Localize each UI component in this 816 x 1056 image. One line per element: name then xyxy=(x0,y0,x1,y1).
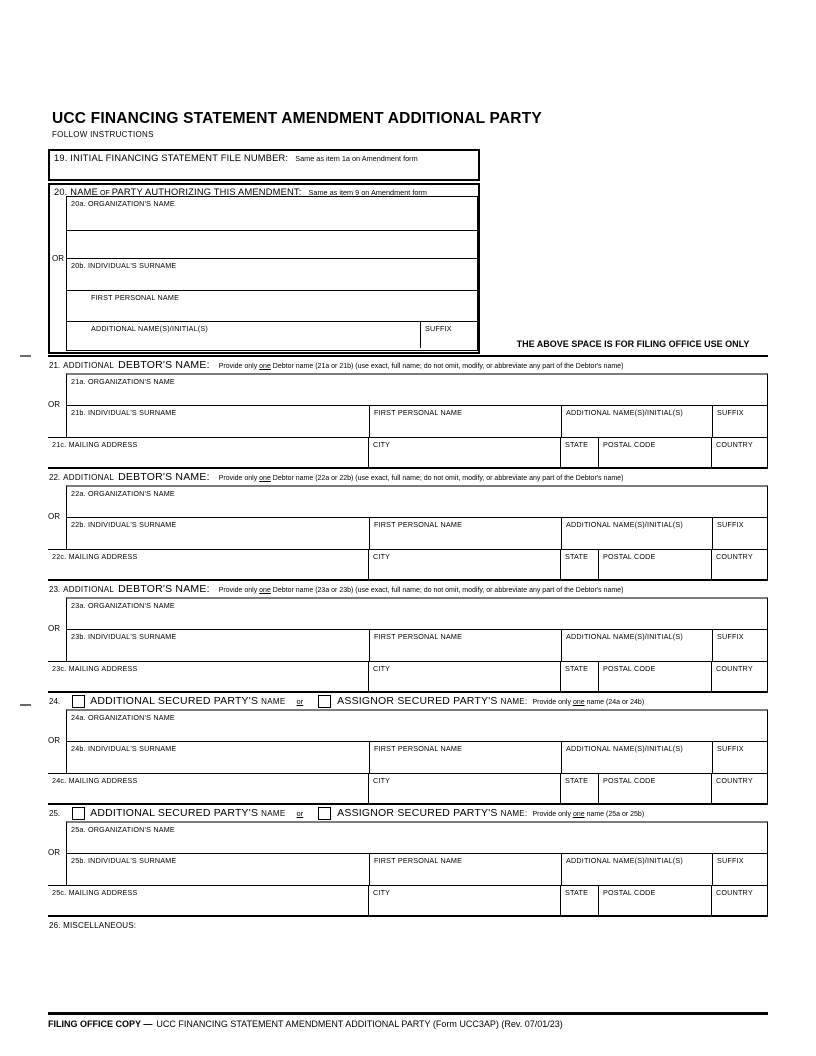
sec25-postal-code-label: POSTAL CODE xyxy=(603,888,656,897)
sec24-individual-surname-label: 24b. INDIVIDUAL'S SURNAME xyxy=(71,744,177,753)
sec23-city-field[interactable] xyxy=(368,662,560,693)
sec25-or-separator: or xyxy=(296,809,304,818)
sec21-suffix-field[interactable] xyxy=(712,406,767,437)
sec22-additional-names-field[interactable] xyxy=(561,518,712,549)
box20-hint: Same as item 9 on Amendment form xyxy=(308,188,427,197)
sec25-section-header xyxy=(49,807,644,821)
sec24-mailing-address-label: 24c. MAILING ADDRESS xyxy=(52,776,138,785)
sec23-organization-name-field[interactable] xyxy=(66,597,768,629)
box19-label-row xyxy=(54,153,418,163)
filing-office-use-note: THE ABOVE SPACE IS FOR FILING OFFICE USE ONLY xyxy=(516,339,750,349)
sec23-country-field[interactable] xyxy=(711,662,767,693)
sec25-mailing-address-field[interactable] xyxy=(48,886,368,917)
sec23-individual-surname-label: 23b. INDIVIDUAL'S SURNAME xyxy=(71,632,177,641)
sec25-additional-secured-party-name-label: NAME xyxy=(261,809,286,818)
sec21-first-personal-name-label: FIRST PERSONAL NAME xyxy=(374,408,463,417)
sec25-city-field[interactable] xyxy=(368,886,560,917)
sec22-first-personal-name-field[interactable] xyxy=(369,518,561,549)
sec25-suffix-label: SUFFIX xyxy=(717,856,744,865)
sec22-suffix-field[interactable] xyxy=(712,518,767,549)
box20-or-label: OR xyxy=(52,254,64,263)
sec24-suffix-field[interactable] xyxy=(712,742,767,773)
sec21-state-label: STATE xyxy=(565,440,589,449)
footer-rule xyxy=(48,1012,768,1015)
sec22-state-label: STATE xyxy=(565,552,589,561)
sec21-city-field[interactable] xyxy=(368,438,560,469)
sec21-section-number: 21. xyxy=(49,361,61,370)
sec21-mailing-address-label: 21c. MAILING ADDRESS xyxy=(52,440,138,449)
sec22-mailing-address-label: 22c. MAILING ADDRESS xyxy=(52,552,138,561)
sec25-suffix-field[interactable] xyxy=(712,854,767,885)
sec25-additional-secured-party-label: ADDITIONAL SECURED PARTY'S xyxy=(90,807,259,819)
additional-name-suffix-row xyxy=(67,322,477,348)
sec23-individual-name-row xyxy=(66,629,768,661)
sec25-or-label: OR xyxy=(48,848,60,858)
sec24-state-field[interactable] xyxy=(560,774,598,805)
sec24-country-field[interactable] xyxy=(711,774,767,805)
sec25-mailing-address-row xyxy=(48,885,768,917)
sec25-section-number: 25. xyxy=(49,809,61,818)
sec25-state-field[interactable] xyxy=(560,886,598,917)
sec22-first-personal-name-label: FIRST PERSONAL NAME xyxy=(374,520,463,529)
sec21-individual-surname-label: 21b. INDIVIDUAL'S SURNAME xyxy=(71,408,177,417)
sec22-section-title-large: DEBTOR'S NAME: xyxy=(118,471,210,483)
sec24-mailing-address-row xyxy=(48,773,768,805)
sec21-first-personal-name-field[interactable] xyxy=(369,406,561,437)
sec25-additional-names-field[interactable] xyxy=(561,854,712,885)
registration-mark-top xyxy=(20,355,31,357)
sec21-organization-name-label: 21a. ORGANIZATION'S NAME xyxy=(71,377,175,386)
sec21-individual-name-row xyxy=(66,405,768,437)
sec21-additional-names-label: ADDITIONAL NAME(S)/INITIAL(S) xyxy=(566,408,683,417)
footer xyxy=(48,1019,563,1029)
sec23-section-number: 23. xyxy=(49,585,61,594)
sec24-or-separator: or xyxy=(296,697,304,706)
sec21-mailing-address-row xyxy=(48,437,768,469)
sec25-assignor-secured-party-checkbox[interactable] xyxy=(318,807,331,820)
sec24-additional-secured-party-label: ADDITIONAL SECURED PARTY'S xyxy=(90,695,259,707)
follow-instructions-label: FOLLOW INSTRUCTIONS xyxy=(52,130,154,139)
sec21-individual-surname-field[interactable] xyxy=(67,406,369,437)
individual-surname-field[interactable] xyxy=(67,259,477,291)
sec24-postal-code-field[interactable] xyxy=(598,774,711,805)
sec22-section-number: 22. xyxy=(49,473,61,482)
suffix-label: SUFFIX xyxy=(425,324,452,333)
sec24-additional-secured-party-name-label: NAME xyxy=(261,697,286,706)
sec22-section-instruction: Provide only one Debtor name (22a or 22b) (use exact, full name; do not omit, modify, or abbreviate any part of the Debtor's name) xyxy=(218,475,624,482)
sec23-section-title-large: DEBTOR'S NAME: xyxy=(118,583,210,595)
sec25-first-personal-name-field[interactable] xyxy=(369,854,561,885)
sec25-assignor-secured-party-name-label: NAME: xyxy=(500,809,528,818)
sec25-city-label: CITY xyxy=(373,888,391,897)
sec24-postal-code-label: POSTAL CODE xyxy=(603,776,656,785)
sec24-individual-surname-field[interactable] xyxy=(67,742,369,773)
sec24-additional-names-label: ADDITIONAL NAME(S)/INITIAL(S) xyxy=(566,744,683,753)
sec25-country-field[interactable] xyxy=(711,886,767,917)
individual-surname-label: 20b. INDIVIDUAL'S SURNAME xyxy=(71,261,177,270)
sec25-section-instruction: Provide only one name (25a or 25b) xyxy=(532,811,645,818)
additional-names-field[interactable] xyxy=(67,322,420,348)
sec25-assignor-secured-party-label: ASSIGNOR SECURED PARTY'S xyxy=(337,807,498,819)
sec21-mailing-address-field[interactable] xyxy=(48,438,368,469)
sec23-mailing-address-label: 23c. MAILING ADDRESS xyxy=(52,664,138,673)
sec22-section-header xyxy=(49,471,623,485)
sec24-assignor-secured-party-label: ASSIGNOR SECURED PARTY'S xyxy=(337,695,498,707)
sec24-assignor-secured-party-name-label: NAME: xyxy=(500,697,528,706)
party-authorizing-amendment-box xyxy=(48,183,480,354)
sec21-suffix-label: SUFFIX xyxy=(717,408,744,417)
sec23-first-personal-name-label: FIRST PERSONAL NAME xyxy=(374,632,463,641)
first-personal-name-label: FIRST PERSONAL NAME xyxy=(91,293,180,302)
sec21-section-header xyxy=(49,359,623,373)
sec22-organization-name-label: 22a. ORGANIZATION'S NAME xyxy=(71,489,175,498)
sec22-postal-code-label: POSTAL CODE xyxy=(603,552,656,561)
sec24-suffix-label: SUFFIX xyxy=(717,744,744,753)
box19-hint: Same as item 1a on Amendment form xyxy=(295,154,418,163)
sec24-city-field[interactable] xyxy=(368,774,560,805)
sec21-additional-names-field[interactable] xyxy=(561,406,712,437)
sec25-individual-surname-label: 25b. INDIVIDUAL'S SURNAME xyxy=(71,856,177,865)
sec25-additional-names-label: ADDITIONAL NAME(S)/INITIAL(S) xyxy=(566,856,683,865)
sec23-country-label: COUNTRY xyxy=(716,664,753,673)
sec25-state-label: STATE xyxy=(565,888,589,897)
sec25-additional-secured-party-checkbox[interactable] xyxy=(72,807,85,820)
sec24-section-instruction: Provide only one name (24a or 24b) xyxy=(532,699,645,706)
sec23-state-field[interactable] xyxy=(560,662,598,693)
sec21 xyxy=(48,355,768,467)
sec22-mailing-address-row xyxy=(48,549,768,581)
sec24-section-header xyxy=(49,695,644,709)
sec23-suffix-label: SUFFIX xyxy=(717,632,744,641)
sec22-individual-name-row xyxy=(66,517,768,549)
sec23-postal-code-label: POSTAL CODE xyxy=(603,664,656,673)
sec22-organization-name-field[interactable] xyxy=(66,485,768,517)
sec22-city-label: CITY xyxy=(373,552,391,561)
footer-copy-label: FILING OFFICE COPY — xyxy=(48,1019,153,1029)
sec22-individual-surname-field[interactable] xyxy=(67,518,369,549)
sec23-postal-code-field[interactable] xyxy=(598,662,711,693)
sec21-country-field[interactable] xyxy=(711,438,767,469)
sec24-mailing-address-field[interactable] xyxy=(48,774,368,805)
sec25-mailing-address-label: 25c. MAILING ADDRESS xyxy=(52,888,138,897)
sec23-suffix-field[interactable] xyxy=(712,630,767,661)
sec22 xyxy=(48,467,768,579)
organization-name-field[interactable] xyxy=(67,197,477,231)
sec24-first-personal-name-field[interactable] xyxy=(369,742,561,773)
first-personal-name-field[interactable] xyxy=(67,291,477,322)
sec22-city-field[interactable] xyxy=(368,550,560,581)
sec24-assignor-secured-party-checkbox[interactable] xyxy=(318,695,331,708)
sec25-individual-name-row xyxy=(66,853,768,885)
sec24-or-label: OR xyxy=(48,736,60,746)
sec21-or-label: OR xyxy=(48,400,60,410)
sec24-additional-secured-party-checkbox[interactable] xyxy=(72,695,85,708)
sec23-mailing-address-field[interactable] xyxy=(48,662,368,693)
sec21-country-label: COUNTRY xyxy=(716,440,753,449)
sec22-country-label: COUNTRY xyxy=(716,552,753,561)
page-title: UCC FINANCING STATEMENT AMENDMENT ADDITIONAL PARTY xyxy=(52,110,542,127)
footer-form-id: UCC FINANCING STATEMENT AMENDMENT ADDITIONAL PARTY (Form UCC3AP) (Rev. 07/01/23) xyxy=(156,1019,563,1029)
sec23-section-header xyxy=(49,583,623,597)
miscellaneous-label: 26. MISCELLANEOUS: xyxy=(49,921,137,930)
organization-name-label: 20a. ORGANIZATION'S NAME xyxy=(71,199,175,208)
sec22-state-field[interactable] xyxy=(560,550,598,581)
sec23-first-personal-name-field[interactable] xyxy=(369,630,561,661)
sec21-section-instruction: Provide only one Debtor name (21a or 21b) (use exact, full name; do not omit, modify, or abbreviate any part of the Debtor's name) xyxy=(218,363,624,370)
sec23-mailing-address-row xyxy=(48,661,768,693)
sec23-or-label: OR xyxy=(48,624,60,634)
sec24 xyxy=(48,691,768,803)
sec24-state-label: STATE xyxy=(565,776,589,785)
sec24-section-number: 24. xyxy=(49,697,61,706)
sec22-individual-surname-label: 22b. INDIVIDUAL'S SURNAME xyxy=(71,520,177,529)
sec22-or-label: OR xyxy=(48,512,60,522)
sec23 xyxy=(48,579,768,691)
sec22-mailing-address-field[interactable] xyxy=(48,550,368,581)
box19-label: 19. INITIAL FINANCING STATEMENT FILE NUMBER: xyxy=(54,153,289,163)
sec25-organization-name-label: 25a. ORGANIZATION'S NAME xyxy=(71,825,175,834)
sec22-suffix-label: SUFFIX xyxy=(717,520,744,529)
sec23-state-label: STATE xyxy=(565,664,589,673)
miscellaneous-field[interactable] xyxy=(48,915,768,1012)
sec25-country-label: COUNTRY xyxy=(716,888,753,897)
sec24-first-personal-name-label: FIRST PERSONAL NAME xyxy=(374,744,463,753)
sec25-first-personal-name-label: FIRST PERSONAL NAME xyxy=(374,856,463,865)
sec22-country-field[interactable] xyxy=(711,550,767,581)
sec22-section-title-small: ADDITIONAL xyxy=(63,473,115,482)
sec23-section-instruction: Provide only one Debtor name (23a or 23b) (use exact, full name; do not omit, modify, or abbreviate any part of the Debtor's name) xyxy=(218,587,624,594)
sec25-organization-name-field[interactable] xyxy=(66,821,768,853)
suffix-field[interactable] xyxy=(420,322,477,348)
sec23-additional-names-label: ADDITIONAL NAME(S)/INITIAL(S) xyxy=(566,632,683,641)
sec24-city-label: CITY xyxy=(373,776,391,785)
sec21-state-field[interactable] xyxy=(560,438,598,469)
registration-mark-bottom xyxy=(20,704,31,706)
sec22-postal-code-field[interactable] xyxy=(598,550,711,581)
sec21-postal-code-label: POSTAL CODE xyxy=(603,440,656,449)
sec21-city-label: CITY xyxy=(373,440,391,449)
sec25 xyxy=(48,803,768,915)
sec23-section-title-small: ADDITIONAL xyxy=(63,585,115,594)
sec23-organization-name-label: 23a. ORGANIZATION'S NAME xyxy=(71,601,175,610)
sec21-postal-code-field[interactable] xyxy=(598,438,711,469)
sec21-section-title-small: ADDITIONAL xyxy=(63,361,115,370)
sec23-city-label: CITY xyxy=(373,664,391,673)
sec24-individual-name-row xyxy=(66,741,768,773)
box20-label-of: OF xyxy=(99,190,110,197)
sec23-additional-names-field[interactable] xyxy=(561,630,712,661)
box20-label-pre: 20. NAME xyxy=(54,187,98,197)
sec22-additional-names-label: ADDITIONAL NAME(S)/INITIAL(S) xyxy=(566,520,683,529)
sec24-organization-name-field[interactable] xyxy=(66,709,768,741)
sec24-organization-name-label: 24a. ORGANIZATION'S NAME xyxy=(71,713,175,722)
initial-financing-statement-file-number-field[interactable] xyxy=(48,149,480,181)
organization-name-extra-field[interactable] xyxy=(67,231,477,259)
sec21-organization-name-field[interactable] xyxy=(66,373,768,405)
sec23-individual-surname-field[interactable] xyxy=(67,630,369,661)
sec21-section-title-large: DEBTOR'S NAME: xyxy=(118,359,210,371)
sec25-postal-code-field[interactable] xyxy=(598,886,711,917)
sec25-individual-surname-field[interactable] xyxy=(67,854,369,885)
sec24-country-label: COUNTRY xyxy=(716,776,753,785)
sec24-additional-names-field[interactable] xyxy=(561,742,712,773)
additional-names-label: ADDITIONAL NAME(S)/INITIAL(S) xyxy=(91,324,208,333)
box20-name-grid xyxy=(66,196,478,351)
box20-label-post: PARTY AUTHORIZING THIS AMENDMENT: xyxy=(111,187,302,197)
